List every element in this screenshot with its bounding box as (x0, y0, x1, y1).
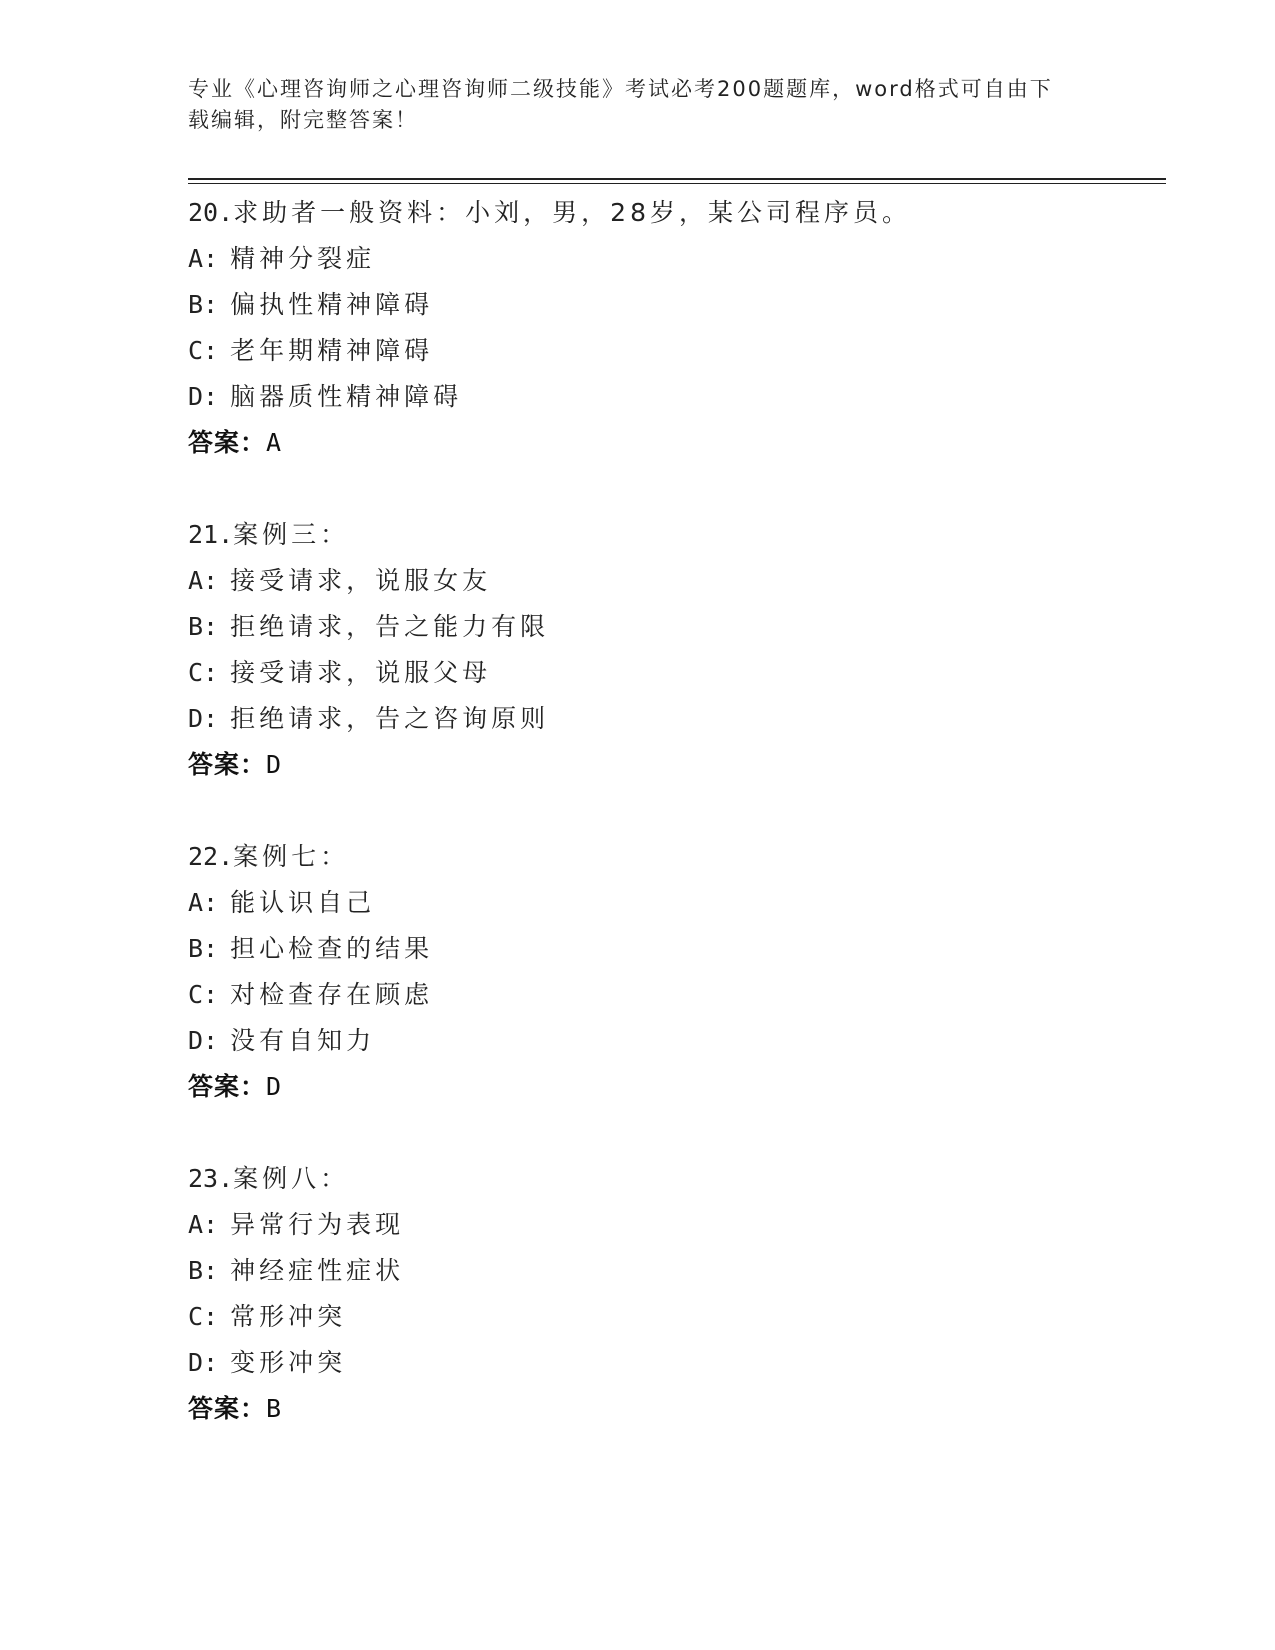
question-text: 求助者一般资料：小刘，男，28岁，某公司程序员。 (233, 198, 911, 227)
question-21 (188, 512, 1166, 788)
question-stem (188, 190, 1166, 236)
option-d (188, 1340, 1166, 1386)
option-letter: D: (188, 1026, 219, 1055)
option-letter: D: (188, 382, 219, 411)
answer-label: 答案： (188, 428, 267, 457)
answer-value: B (266, 1394, 282, 1423)
option-text: 偏执性精神障碍 (230, 290, 434, 319)
option-letter: A: (188, 1210, 219, 1239)
option-letter: A: (188, 888, 219, 917)
question-number: 23. (188, 1164, 234, 1193)
option-text: 能认识自己 (230, 888, 376, 917)
option-letter: D: (188, 704, 219, 733)
question-text: 案例八： (233, 1164, 350, 1193)
option-a (188, 1202, 1166, 1248)
question-stem (188, 512, 1166, 558)
option-a (188, 236, 1166, 282)
answer-line (188, 1064, 1166, 1110)
question-stem (188, 1156, 1166, 1202)
question-stem (188, 834, 1166, 880)
option-text: 接受请求，说服女友 (230, 566, 492, 595)
answer-label: 答案： (188, 750, 267, 779)
answer-label: 答案： (188, 1072, 267, 1101)
question-number: 20. (188, 198, 234, 227)
answer-line (188, 420, 1166, 466)
option-text: 老年期精神障碍 (230, 336, 434, 365)
option-text: 担心检查的结果 (230, 934, 434, 963)
option-text: 变形冲突 (230, 1348, 347, 1377)
header-divider-thick (188, 178, 1166, 180)
option-a (188, 558, 1166, 604)
option-b (188, 1248, 1166, 1294)
option-text: 没有自知力 (230, 1026, 376, 1055)
option-text: 脑器质性精神障碍 (230, 382, 463, 411)
question-20 (188, 190, 1166, 466)
option-text: 常形冲突 (230, 1302, 347, 1331)
answer-value: D (266, 750, 282, 779)
option-c (188, 328, 1166, 374)
option-b (188, 604, 1166, 650)
option-letter: C: (188, 336, 219, 365)
option-text: 拒绝请求，告之能力有限 (230, 612, 550, 641)
option-letter: A: (188, 244, 219, 273)
answer-line (188, 1386, 1166, 1432)
option-c (188, 1294, 1166, 1340)
answer-label: 答案： (188, 1394, 267, 1423)
option-letter: C: (188, 658, 219, 687)
answer-value: A (266, 428, 282, 457)
question-text: 案例七： (233, 842, 350, 871)
question-22 (188, 834, 1166, 1110)
option-b (188, 282, 1166, 328)
question-text: 案例三： (233, 520, 350, 549)
option-c (188, 650, 1166, 696)
option-text: 精神分裂症 (230, 244, 376, 273)
option-d (188, 1018, 1166, 1064)
option-d (188, 696, 1166, 742)
option-text: 异常行为表现 (230, 1210, 405, 1239)
option-text: 对检查存在顾虑 (230, 980, 434, 1009)
answer-line (188, 742, 1166, 788)
option-letter: B: (188, 612, 219, 641)
option-a (188, 880, 1166, 926)
question-23 (188, 1156, 1166, 1432)
question-list (188, 190, 1166, 1478)
option-letter: C: (188, 980, 219, 1009)
option-text: 拒绝请求，告之咨询原则 (230, 704, 550, 733)
header-divider-thin (188, 183, 1166, 184)
option-text: 接受请求，说服父母 (230, 658, 492, 687)
question-number: 21. (188, 520, 234, 549)
option-letter: C: (188, 1302, 219, 1331)
option-text: 神经症性症状 (230, 1256, 405, 1285)
option-letter: B: (188, 934, 219, 963)
question-number: 22. (188, 842, 234, 871)
document-intro: 专业《心理咨询师之心理咨询师二级技能》考试必考200题题库，word格式可自由下载编辑，附完整答案！ (188, 77, 1053, 132)
option-c (188, 972, 1166, 1018)
option-d (188, 374, 1166, 420)
option-letter: D: (188, 1348, 219, 1377)
option-letter: A: (188, 566, 219, 595)
option-letter: B: (188, 290, 219, 319)
answer-value: D (266, 1072, 282, 1101)
option-b (188, 926, 1166, 972)
option-letter: B: (188, 1256, 219, 1285)
